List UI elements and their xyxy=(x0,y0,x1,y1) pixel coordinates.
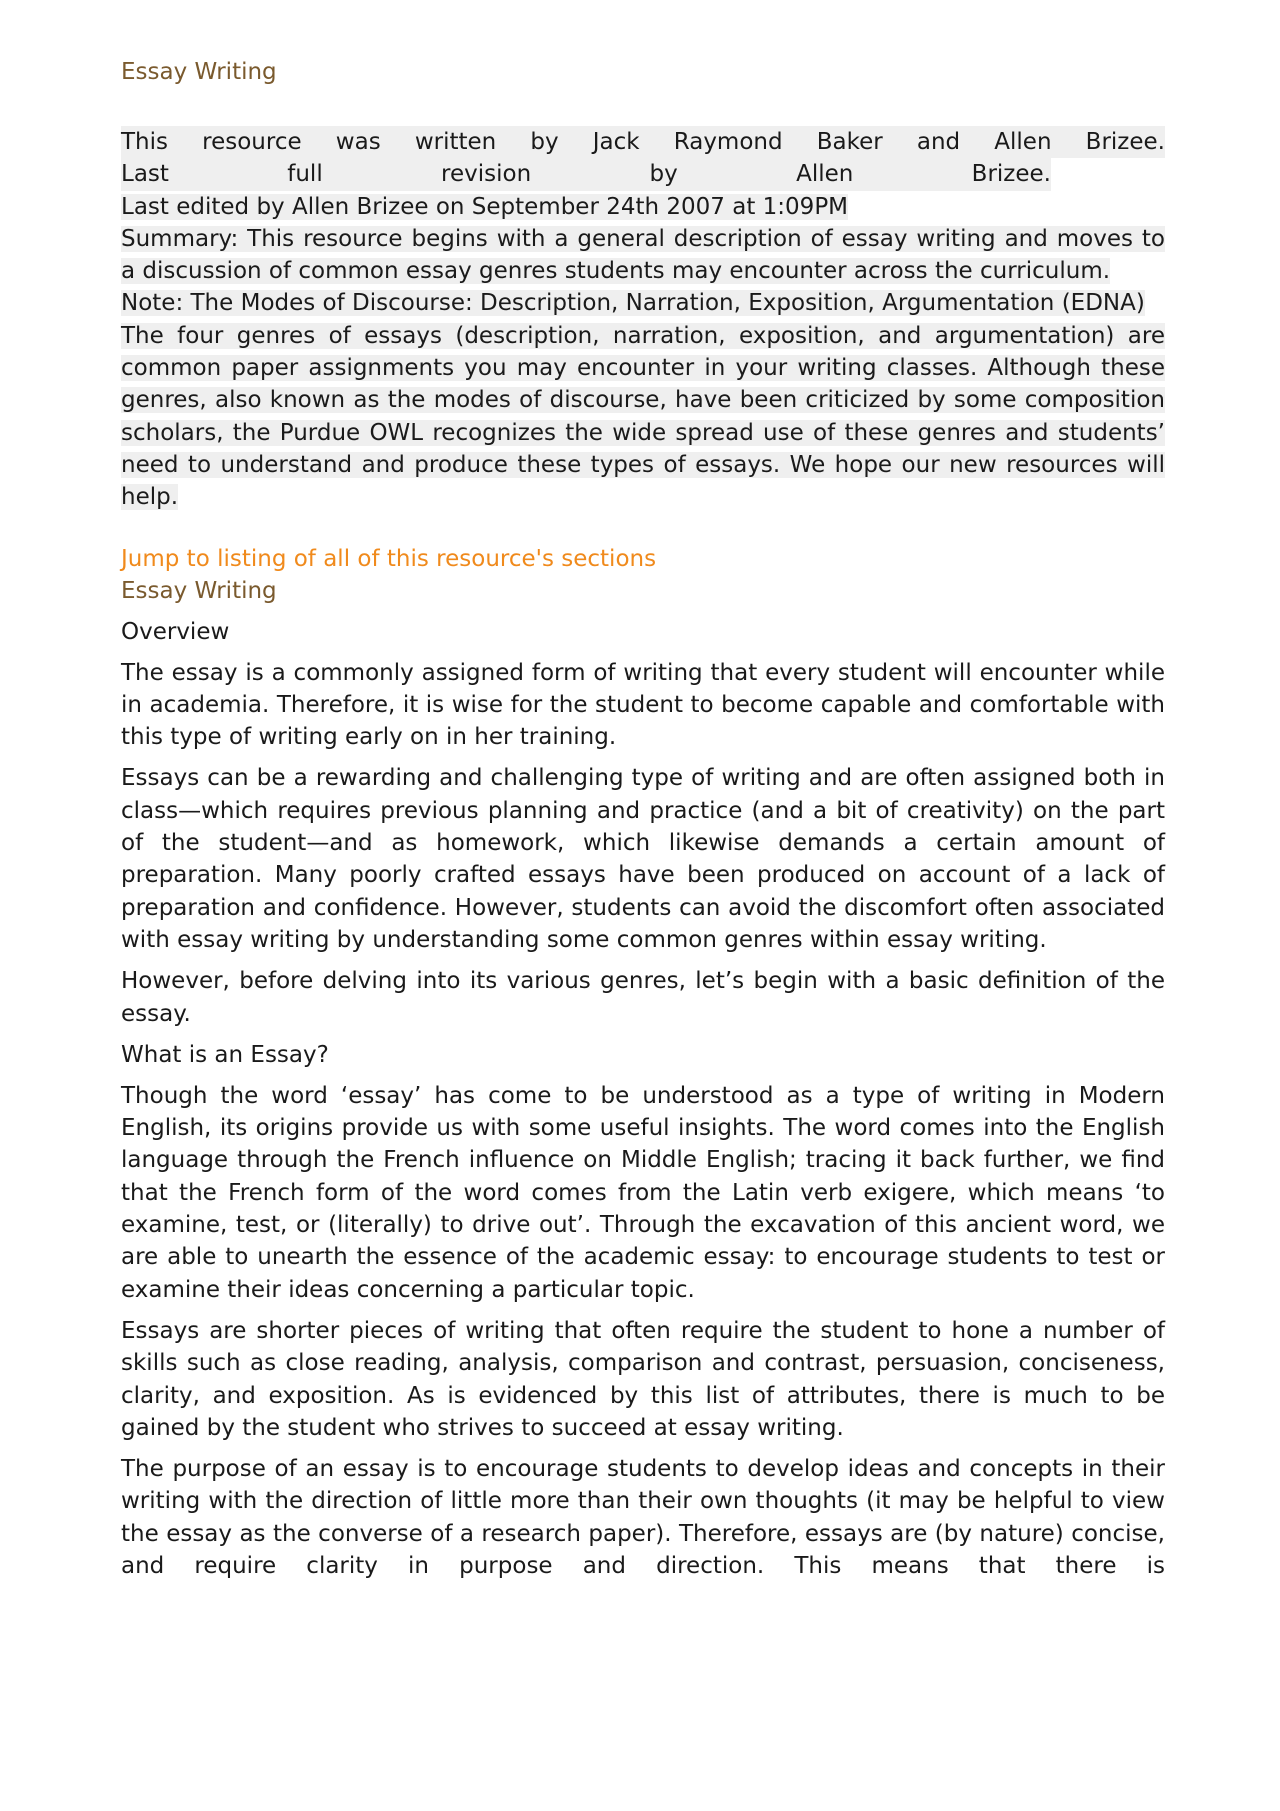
revision-line xyxy=(121,158,1165,190)
note-block xyxy=(121,287,1165,319)
document-title: Essay Writing xyxy=(121,59,277,85)
resource-meta xyxy=(121,126,1165,223)
what-paragraph-1: Though the word ‘essay’ has come to be understood as a type of writing in Modern English, its origins provide us with some useful insights. The word comes into the English language through the French influence on Middle English; tracing it back further, we find that the French form of the word comes from the Latin verb exigere, which means ‘to examine, test, or (literally) to drive out’. Through the excavation of this ancient word, we are able to unearth the essence of the academic essay: to encourage students to test or examine their ideas concerning a particular topic. xyxy=(121,1082,1165,1303)
intro-block xyxy=(121,320,1165,514)
revision-text: Last full revision by Allen Brizee. xyxy=(121,158,1051,190)
note-text: Note: The Modes of Discourse: Description, Narration, Exposition, Argumentation (EDNA) xyxy=(121,290,1145,317)
what-paragraph-3: The purpose of an essay is to encourage students to develop ideas and concepts in their writing with the direction of little more than their own thoughts (it may be helpful to view the essay as the converse of a research paper). Therefore, essays are (by nature) concise, and require clarity in purpose and direction. This means that there is xyxy=(121,1456,1165,1579)
intro-text: The four genres of essays (description, narration, exposition, and argumentation) are common paper assignments you may encounter in your writing classes. Although these genres, also known as the modes of discourse, have been criticized by some composition scholars, the Purdue OWL recognizes the wide spread use of these genres and students’ need to understand and produce these types of essays. We hope our new resources will help. xyxy=(121,322,1165,511)
summary-block xyxy=(121,223,1165,288)
summary-text: Summary: This resource begins with a general description of essay writing and moves to a discussion of common essay genres students may encounter across the curriculum. xyxy=(121,225,1165,285)
what-paragraph-2: Essays are shorter pieces of writing that often require the student to hone a number of skills such as close reading, analysis, comparison and contrast, persuasion, conciseness, clarity, and exposition. As is evidenced by this list of attributes, there is much to be gained by the student who strives to succeed at essay writing. xyxy=(121,1317,1165,1441)
jump-to-sections-link[interactable]: Jump to listing of all of this resource's sections xyxy=(121,545,657,572)
overview-paragraph-1: The essay is a commonly assigned form of writing that every student will encounter while in academia. Therefore, it is wise for the student to become capable and comfortable with this type of writing early on in her training. xyxy=(121,659,1165,751)
overview-heading: Overview xyxy=(121,618,230,645)
authors-line: This resource was written by Jack Raymond Baker and Allen Brizee. xyxy=(121,126,1165,158)
overview-paragraph-2: Essays can be a rewarding and challenging type of writing and are often assigned both in class—which requires previous planning and practice (and a bit of creativity) on the part of the student—and as homework, which likewise demands a certain amount of preparation. Many poorly crafted essays have been produced on account of a lack of preparation and confidence. However, students can avoid the discomfort often associated with essay writing by understanding some common genres within essay writing. xyxy=(121,765,1165,953)
what-is-essay-heading: What is an Essay? xyxy=(121,1041,329,1068)
document-body xyxy=(121,56,1165,1591)
section-title: Essay Writing xyxy=(121,577,277,604)
overview-paragraph-3: However, before delving into its various genres, let’s begin with a basic definition of the essay. xyxy=(121,968,1165,1027)
edited-line: Last edited by Allen Brizee on September 24th 2007 at 1:09PM xyxy=(121,193,849,220)
edited-line-wrap xyxy=(121,191,1165,223)
